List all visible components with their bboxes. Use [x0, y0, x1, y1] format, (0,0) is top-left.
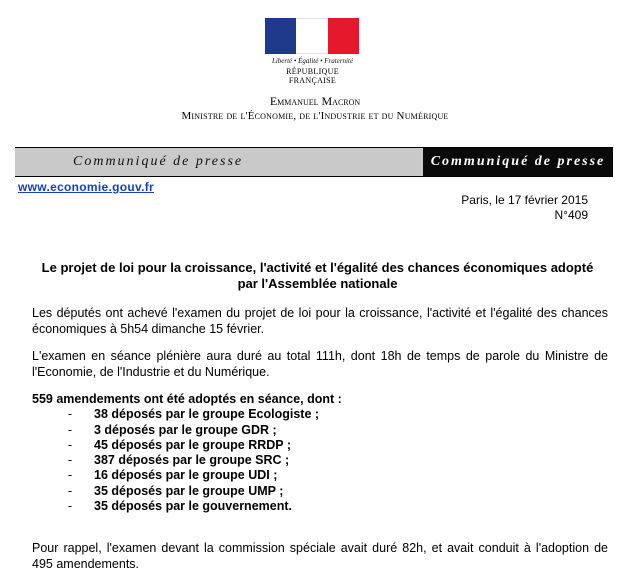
amendments-section — [32, 392, 608, 514]
amendments-list — [32, 407, 608, 514]
motto: Liberté • Égalité • Fraternité — [271, 57, 354, 65]
release-date: Paris, le 17 février 2015 — [461, 193, 588, 207]
minister-title: Ministre de l'Économie, de l'Industrie et du Numérique — [181, 110, 449, 122]
list-item: - 16 déposés par le groupe UDI ; — [67, 468, 278, 483]
website-link[interactable]: www.economie.gouv.fr — [18, 180, 155, 194]
headline: Le projet de loi pour la croissance, l'activité et l'égalité des chances économiques adopté par l'Assemblée nationale — [41, 260, 594, 291]
list-item: - 3 déposés par le groupe GDR ; — [67, 422, 277, 437]
amendments-heading: 559 amendements ont été adoptés en séance, dont : — [32, 392, 342, 406]
republic-label: RÉPUBLIQUE FRANÇAISE — [286, 67, 339, 85]
list-item: - 35 déposés par le groupe UMP ; — [67, 483, 284, 498]
paragraph-3: Pour rappel, l'examen devant la commission spéciale avait duré 82h, et avait conduit à l'adoption de 495 amendements. — [32, 541, 608, 571]
press-release-banner — [15, 147, 613, 177]
marianne-flag-icon — [265, 18, 359, 54]
release-number: N°409 — [554, 208, 588, 222]
list-item: - 38 déposés par le groupe Ecologiste ; — [67, 407, 320, 422]
banner-right-label: Communiqué de presse — [423, 148, 613, 176]
date-block — [461, 193, 588, 223]
minister-name: Emmanuel Macron — [269, 94, 361, 108]
list-item: - 387 déposés par le groupe SRC ; — [67, 453, 290, 468]
list-item: - 35 déposés par le gouvernement. — [67, 499, 292, 514]
republique-francaise-logo — [265, 18, 360, 85]
minister-block — [0, 94, 630, 124]
list-item: - 45 déposés par le groupe RRDP ; — [67, 437, 292, 452]
banner-left-label: Communiqué de presse — [15, 148, 423, 176]
paragraph-1: Les députés ont achevé l'examen du projet de loi pour la croissance, l'activité et l'égalité des chances économiques à 5h54 dimanche 15 février. — [32, 306, 608, 336]
paragraph-2: L'examen en séance plénière aura duré au total 111h, dont 18h de temps de parole du Ministre de l'Economie, de l'Industrie et du Numérique. — [32, 349, 608, 379]
